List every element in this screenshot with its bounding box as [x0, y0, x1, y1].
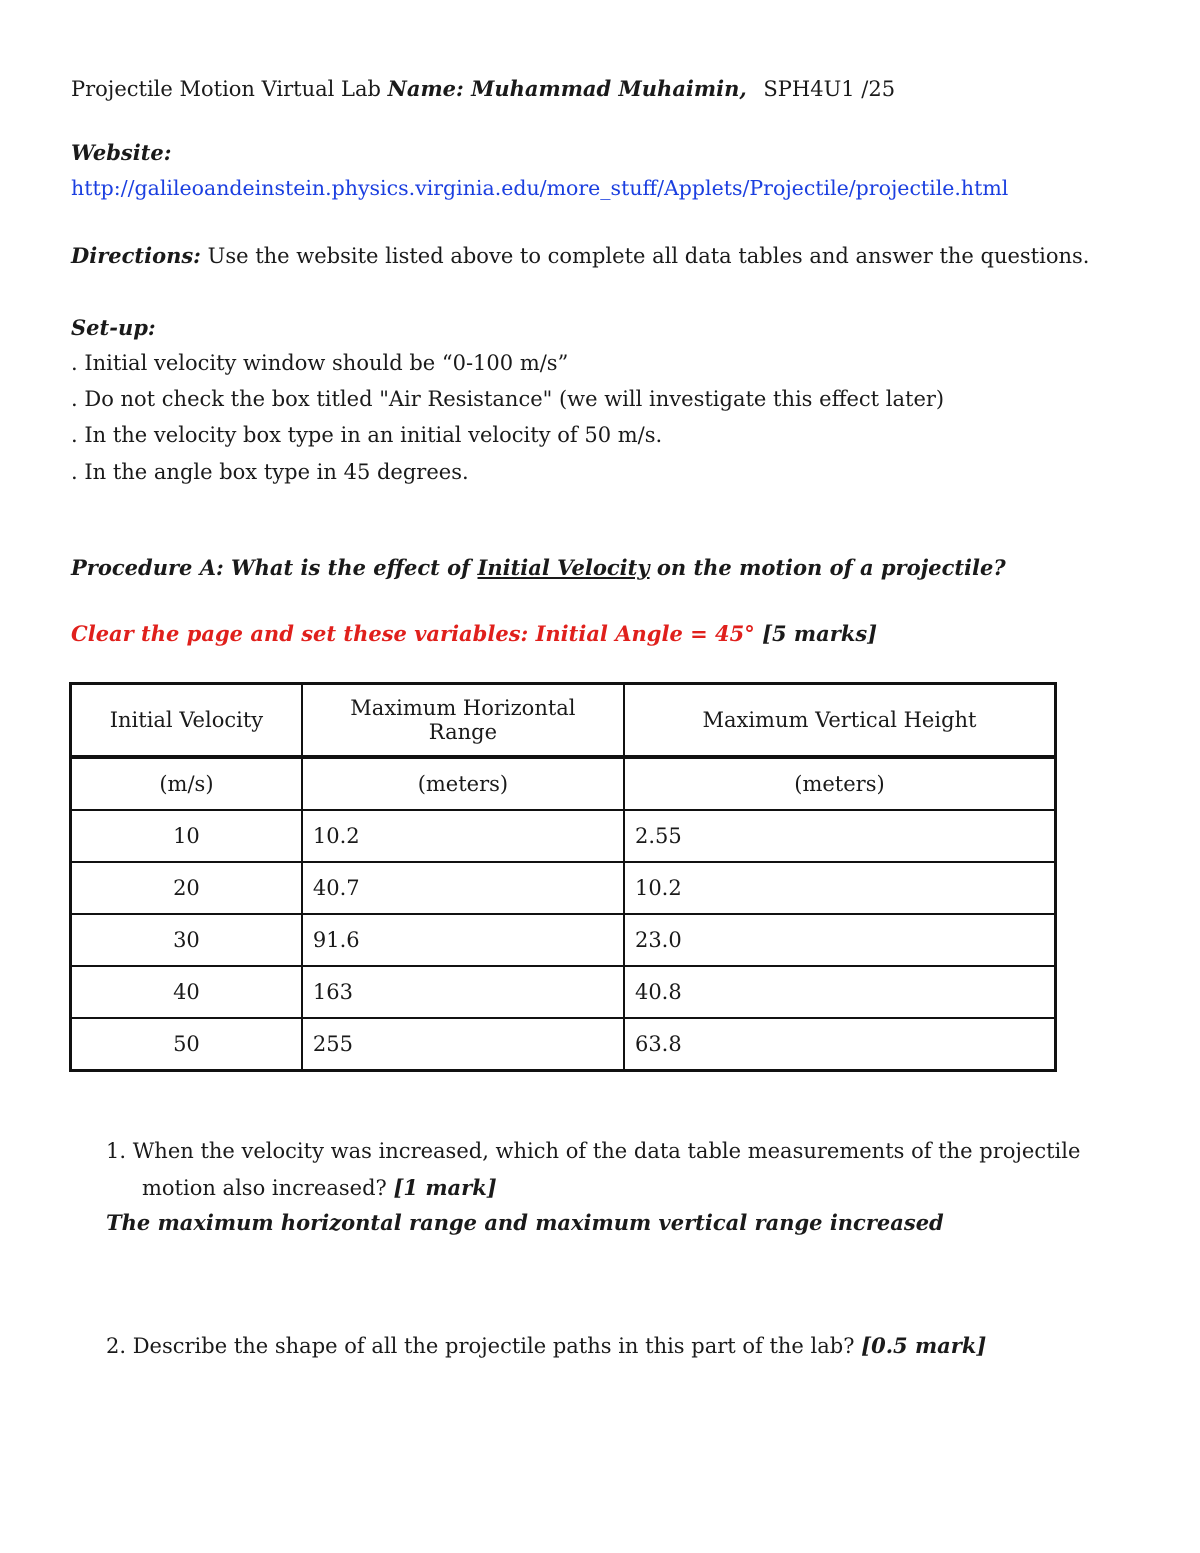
height-cell: 23.0 [624, 914, 1056, 966]
question-1-answer: The maximum horizontal range and maximum vertical range increased [106, 1210, 944, 1235]
velocity-cell: 10 [71, 810, 302, 862]
question-2-text: 2. Describe the shape of all the projectile paths in this part of the lab? [106, 1334, 855, 1358]
unit-cell: (meters) [302, 757, 624, 810]
setup-item: . Do not check the box titled "Air Resistance" (we will investigate this effect later) [71, 387, 945, 411]
height-cell: 40.8 [624, 966, 1056, 1018]
range-cell: 255 [302, 1018, 624, 1071]
range-cell: 163 [302, 966, 624, 1018]
lab-title: Projectile Motion Virtual Lab [71, 77, 381, 101]
instruction-text: Clear the page and set these variables: Initial Angle = 45° [71, 621, 755, 646]
setup-label: Set-up: [71, 315, 156, 340]
height-cell: 63.8 [624, 1018, 1056, 1071]
procedure-a-variable: Initial Velocity [477, 555, 650, 580]
question-1-cont [142, 1177, 497, 1199]
unit-cell: (meters) [624, 757, 1056, 810]
student-name: Name: Muhammad Muhaimin, [387, 76, 747, 101]
course-code: SPH4U1 /25 [763, 77, 896, 101]
data-table [69, 682, 1057, 1072]
directions-text: Use the website listed above to complete all data tables and answer the questions. [207, 244, 1090, 268]
table-units-row [71, 757, 1056, 810]
setup-item: . In the angle box type in 45 degrees. [71, 460, 469, 484]
table-row [71, 1018, 1056, 1071]
velocity-cell: 40 [71, 966, 302, 1018]
directions [71, 245, 1089, 267]
question-2 [106, 1335, 986, 1357]
instruction-marks: [5 marks] [762, 621, 878, 646]
header-cell: Initial Velocity [71, 684, 302, 758]
table-row [71, 862, 1056, 914]
setup-item: . In the velocity box type in an initial velocity of 50 m/s. [71, 423, 663, 447]
website-label: Website: [71, 140, 172, 165]
table-row [71, 810, 1056, 862]
question-1-marks: [1 mark] [393, 1175, 497, 1200]
directions-label: Directions: [71, 243, 201, 268]
header-cell: Maximum Vertical Height [624, 684, 1056, 758]
document-header [71, 78, 895, 100]
unit-cell: (m/s) [71, 757, 302, 810]
procedure-a-instruction [71, 623, 877, 644]
procedure-a-heading [71, 557, 1006, 578]
range-cell: 91.6 [302, 914, 624, 966]
height-cell: 2.55 [624, 810, 1056, 862]
procedure-a-suffix: on the motion of a projectile? [656, 555, 1006, 580]
table-row [71, 966, 1056, 1018]
question-1-text: motion also increased? [142, 1176, 387, 1200]
velocity-cell: 50 [71, 1018, 302, 1071]
procedure-a-prefix: Procedure A: What is the effect of [71, 555, 471, 580]
velocity-cell: 30 [71, 914, 302, 966]
velocity-cell: 20 [71, 862, 302, 914]
range-cell: 10.2 [302, 810, 624, 862]
question-1: 1. When the velocity was increased, which of the data table measurements of the projectile [106, 1139, 1081, 1163]
website-link[interactable]: http://galileoandeinstein.physics.virginia.edu/more_stuff/Applets/Projectile/projectile.html [71, 176, 1009, 200]
table-header-row [71, 684, 1056, 758]
table-row [71, 914, 1056, 966]
height-cell: 10.2 [624, 862, 1056, 914]
question-2-marks: [0.5 mark] [861, 1333, 987, 1358]
setup-item: . Initial velocity window should be “0-100 m/s” [71, 351, 569, 375]
header-cell: Maximum Horizontal Range [302, 684, 624, 758]
range-cell: 40.7 [302, 862, 624, 914]
